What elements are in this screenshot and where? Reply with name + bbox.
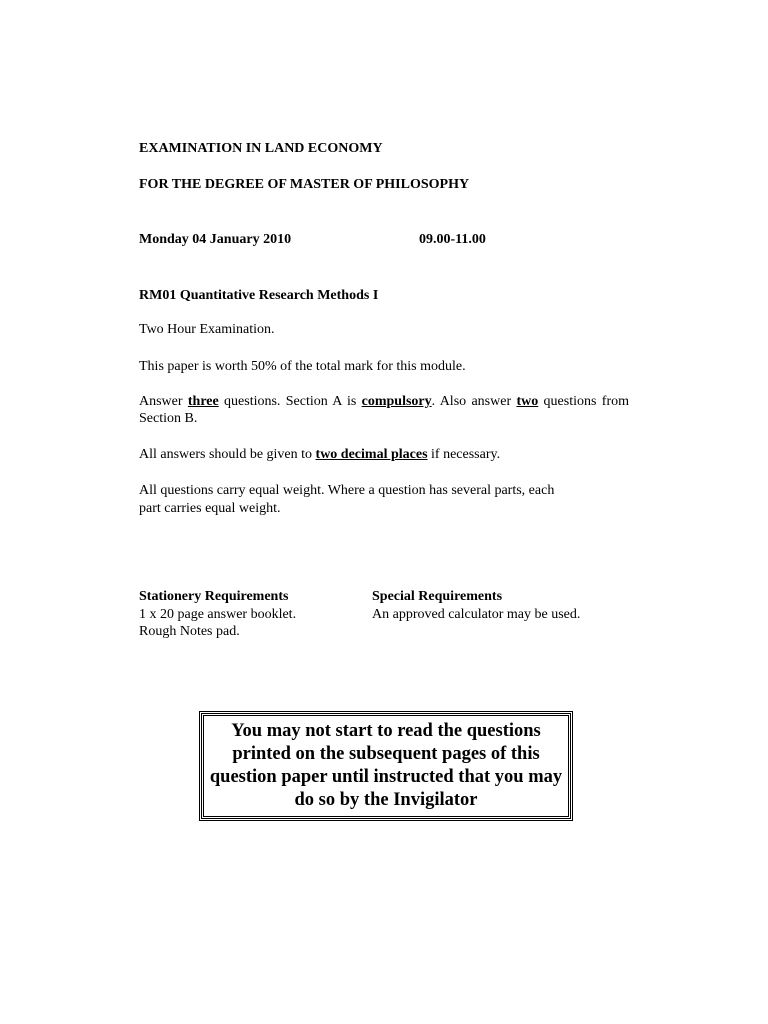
weights-line-1: All questions carry equal weight. Where a question has several parts, each [139, 483, 555, 498]
special-heading: Special Requirements [372, 589, 503, 604]
weights-line-2: part carries equal weight. [139, 501, 281, 516]
invigilator-notice-box [201, 713, 571, 819]
decimal-text-1: All answers should be given to [139, 447, 316, 462]
exam-time: 09.00-11.00 [419, 232, 486, 247]
exam-title: EXAMINATION IN LAND ECONOMY [139, 141, 383, 156]
invigilator-notice-text: You may not start to read the questions printed on the subsequent pages of this question paper until instructed that you may do so by the Invigilator [209, 721, 563, 810]
stationery-item: Rough Notes pad. [139, 624, 240, 639]
answer-three-emph: three [187, 394, 219, 409]
decimal-text-2: if necessary. [427, 447, 501, 462]
answer-compulsory-emph: compulsory [361, 394, 432, 409]
special-item: An approved calculator may be used. [372, 606, 581, 622]
special-requirements [372, 588, 580, 623]
worth-text: This paper is worth 50% of the total mark for this module. [139, 359, 466, 374]
answer-instructions [139, 393, 629, 427]
answer-two-emph: two [516, 394, 539, 409]
duration-text: Two Hour Examination. [139, 322, 275, 337]
answer-text-1: Answer [139, 394, 188, 409]
exam-date: Monday 04 January 2010 [139, 232, 292, 247]
stationery-heading: Stationery Requirements [139, 589, 289, 604]
answer-text-4: questions from Section B. [139, 394, 629, 426]
decimal-emph: two decimal places [315, 447, 428, 462]
decimal-instructions [139, 446, 500, 463]
stationery-requirements [139, 588, 296, 641]
answer-text-2: questions. Section A is [218, 394, 362, 409]
degree-line: FOR THE DEGREE OF MASTER OF PHILOSOPHY [139, 177, 470, 192]
answer-text-3: . Also answer [431, 394, 517, 409]
stationery-item: 1 x 20 page answer booklet. [139, 606, 297, 622]
module-title: RM01 Quantitative Research Methods I [139, 288, 379, 303]
